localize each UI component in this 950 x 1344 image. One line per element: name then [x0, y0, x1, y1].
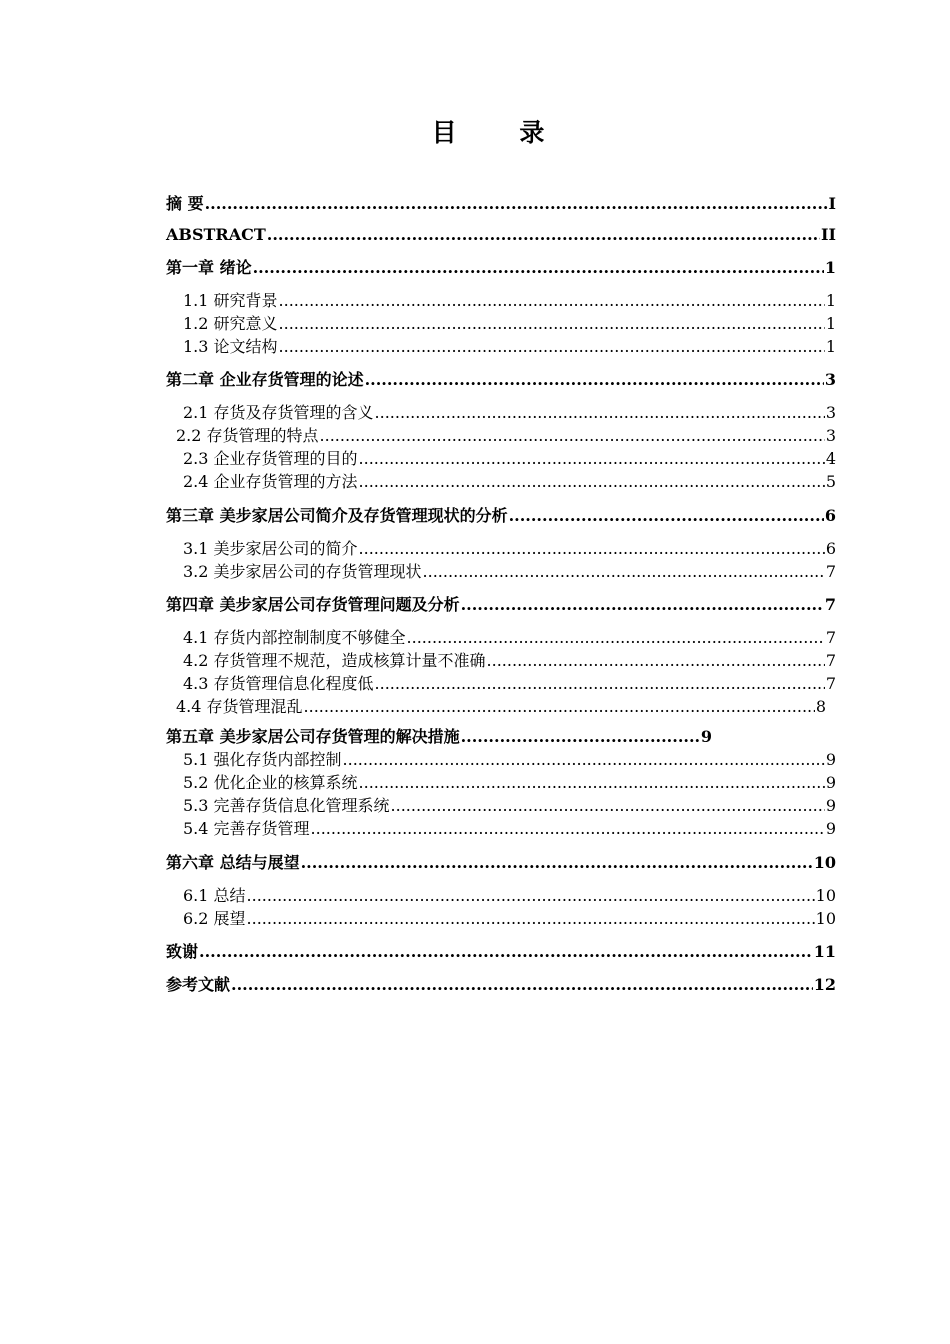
dot-leader — [487, 649, 825, 673]
dot-leader — [359, 470, 825, 494]
dot-leader — [253, 256, 824, 280]
dot-leader — [279, 312, 825, 336]
toc-entry-section-6-2[interactable] — [183, 907, 836, 931]
toc-entry-page: I — [828, 194, 836, 213]
toc-entry-page: 10 — [815, 909, 836, 928]
toc-entry-section-5-1[interactable] — [183, 748, 836, 772]
toc-entry-references[interactable] — [166, 973, 836, 997]
dot-leader — [311, 817, 825, 841]
toc-entry-chapter-1[interactable] — [166, 256, 836, 280]
toc-entry-label: 6.2 展望 — [183, 909, 246, 928]
toc-entry-label: 致谢 — [166, 942, 199, 961]
dot-leader — [365, 368, 824, 392]
dot-leader — [509, 504, 824, 528]
dot-leader — [231, 973, 813, 997]
toc-entry-label: 4.2 存货管理不规范，造成核算计量不准确 — [183, 651, 486, 670]
toc-entry-abstract-en[interactable] — [166, 223, 836, 247]
toc-entry-section-2-1[interactable] — [183, 401, 836, 425]
toc-entry-label: 第四章 美步家居公司存货管理问题及分析 — [166, 595, 460, 614]
toc-entry-label: 2.2 存货管理的特点 — [176, 426, 319, 445]
toc-entry-label: 4.3 存货管理信息化程度低 — [183, 674, 374, 693]
toc-entry-label: 5.1 强化存货内部控制 — [183, 750, 342, 769]
toc-entry-label: 3.2 美步家居公司的存货管理现状 — [183, 562, 422, 581]
toc-entry-section-5-2[interactable] — [183, 771, 836, 795]
toc-entry-chapter-5[interactable] — [166, 725, 712, 749]
toc-entry-label: 2.3 企业存货管理的目的 — [183, 449, 358, 468]
toc-entry-section-4-2[interactable] — [183, 649, 836, 673]
page-title: 目 录 — [431, 118, 572, 147]
dot-leader — [199, 940, 813, 964]
toc-entry-page: 6 — [824, 506, 836, 525]
toc-entry-label: 5.2 优化企业的核算系统 — [183, 773, 358, 792]
toc-entry-page: 12 — [813, 975, 836, 994]
toc-entry-page: 7 — [825, 562, 836, 581]
toc-entry-label: 4.1 存货内部控制制度不够健全 — [183, 628, 406, 647]
toc-entry-section-4-1[interactable] — [183, 626, 836, 650]
dot-leader — [375, 401, 825, 425]
toc-entry-chapter-3[interactable] — [166, 504, 836, 528]
toc-entry-label: 1.3 论文结构 — [183, 337, 278, 356]
toc-entry-page: 9 — [825, 750, 836, 769]
toc-entry-section-1-1[interactable] — [183, 289, 836, 313]
toc-entry-page: 1 — [825, 291, 836, 310]
toc-entry-section-5-3[interactable] — [183, 794, 836, 818]
toc-entry-abstract-cn[interactable] — [166, 192, 836, 216]
dot-leader — [343, 748, 825, 772]
toc-entry-page: 8 — [815, 697, 826, 716]
toc-entry-page: 7 — [825, 628, 836, 647]
toc-entry-page: 7 — [825, 651, 836, 670]
dot-leader — [279, 335, 825, 359]
toc-entry-label: 4.4 存货管理混乱 — [176, 697, 303, 716]
toc-entry-label: 2.1 存货及存货管理的含义 — [183, 403, 374, 422]
toc-entry-label: 1.2 研究意义 — [183, 314, 278, 333]
toc-entry-section-4-3[interactable] — [183, 672, 836, 696]
toc-entry-page: 4 — [825, 449, 836, 468]
toc-entry-section-5-4[interactable] — [183, 817, 836, 841]
toc-entry-section-2-4[interactable] — [183, 470, 836, 494]
toc-entry-page: 6 — [825, 539, 836, 558]
toc-entry-page: 1 — [825, 314, 836, 333]
toc-entry-section-4-4[interactable] — [176, 695, 826, 719]
toc-entry-label: 2.4 企业存货管理的方法 — [183, 472, 358, 491]
toc-entry-label: 6.1 总结 — [183, 886, 246, 905]
toc-entry-section-2-3[interactable] — [183, 447, 836, 471]
dot-leader — [359, 537, 825, 561]
dot-leader — [320, 424, 825, 448]
toc-entry-chapter-2[interactable] — [166, 368, 836, 392]
toc-entry-page: 9 — [825, 773, 836, 792]
dot-leader — [205, 192, 828, 216]
toc-entry-page: 10 — [815, 886, 836, 905]
toc-entry-page: 3 — [824, 370, 836, 389]
dot-leader — [461, 593, 824, 617]
dot-leader — [359, 771, 825, 795]
toc-entry-label: 第二章 企业存货管理的论述 — [166, 370, 364, 389]
toc-entry-page: 1 — [825, 337, 836, 356]
toc-entry-label: 5.4 完善存货管理 — [183, 819, 310, 838]
toc-entry-page: 11 — [813, 942, 836, 961]
toc-entry-label: 第三章 美步家居公司简介及存货管理现状的分析 — [166, 506, 508, 525]
toc-entry-page: 9 — [825, 819, 836, 838]
toc-entry-label: 1.1 研究背景 — [183, 291, 278, 310]
toc-entry-section-3-1[interactable] — [183, 537, 836, 561]
toc-entry-page: 9 — [700, 727, 712, 746]
toc-entry-page: 3 — [825, 403, 836, 422]
toc-entry-label: ABSTRACT — [166, 225, 266, 244]
toc-entry-section-6-1[interactable] — [183, 884, 836, 908]
toc-entry-section-2-2[interactable] — [176, 424, 836, 448]
dot-leader — [304, 695, 815, 719]
dot-leader — [301, 851, 813, 875]
dot-leader — [407, 626, 825, 650]
toc-entry-acknowledgements[interactable] — [166, 940, 836, 964]
dot-leader — [461, 725, 700, 749]
dot-leader — [247, 907, 815, 931]
toc-entry-section-1-2[interactable] — [183, 312, 836, 336]
toc-entry-page: II — [821, 225, 836, 244]
toc-entry-page: 5 — [825, 472, 836, 491]
dot-leader — [359, 447, 825, 471]
toc-entry-page: 7 — [824, 595, 836, 614]
toc-entry-page: 3 — [825, 426, 836, 445]
toc-entry-page: 1 — [824, 258, 836, 277]
toc-entry-label: 3.1 美步家居公司的简介 — [183, 539, 358, 558]
toc-entry-label: 摘 要 — [166, 194, 204, 213]
toc-entry-label: 第五章 美步家居公司存货管理的解决措施 — [166, 727, 460, 746]
toc-entry-label: 第六章 总结与展望 — [166, 853, 300, 872]
dot-leader — [423, 560, 825, 584]
toc-entry-section-1-3[interactable] — [183, 335, 836, 359]
toc-entry-chapter-4[interactable] — [166, 593, 836, 617]
toc-entry-page: 10 — [813, 853, 836, 872]
dot-leader — [391, 794, 825, 818]
dot-leader — [247, 884, 815, 908]
toc-entry-label: 第一章 绪论 — [166, 258, 252, 277]
toc-entry-page: 7 — [825, 674, 836, 693]
dot-leader — [267, 223, 820, 247]
toc-entry-label: 5.3 完善存货信息化管理系统 — [183, 796, 390, 815]
toc-entry-chapter-6[interactable] — [166, 851, 836, 875]
toc-entry-label: 参考文献 — [166, 975, 231, 994]
dot-leader — [279, 289, 825, 313]
dot-leader — [375, 672, 825, 696]
toc-entry-page: 9 — [825, 796, 836, 815]
toc-entry-section-3-2[interactable] — [183, 560, 836, 584]
